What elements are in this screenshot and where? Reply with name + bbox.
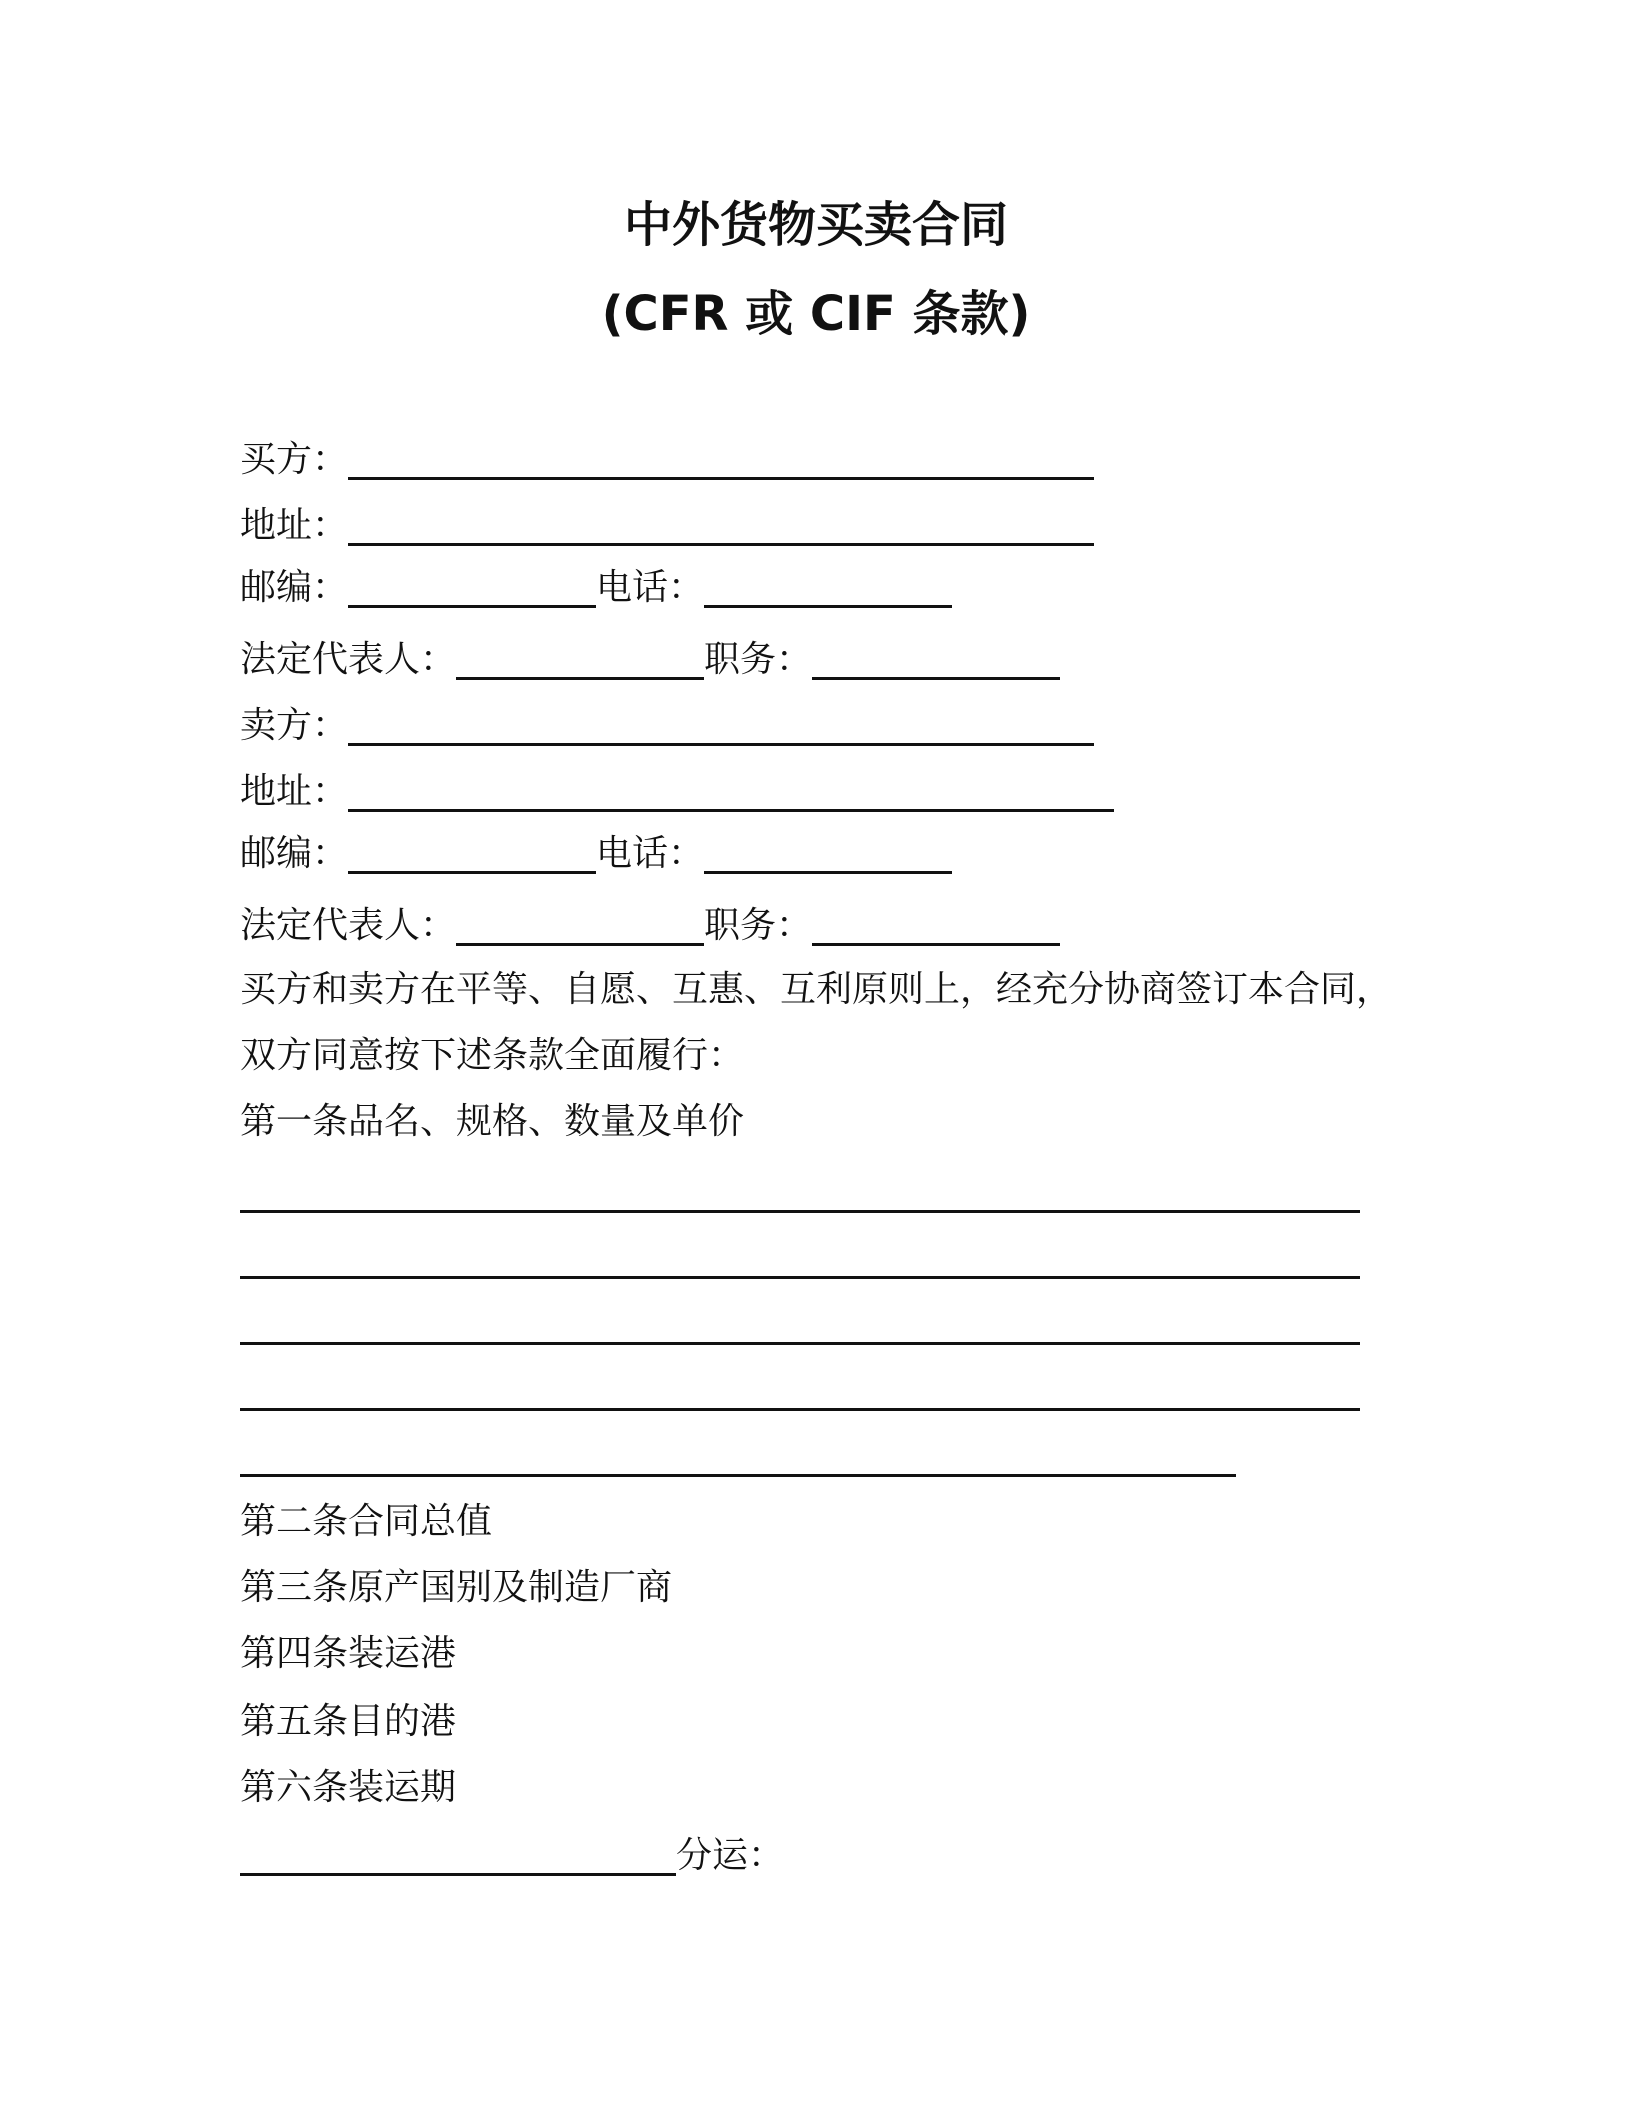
buyer-postcode-blank[interactable]: [348, 569, 596, 608]
seller-postcode-blank[interactable]: [348, 835, 596, 874]
clause-1-blank-line-1[interactable]: [240, 1210, 1360, 1213]
seller-postcode-label: 邮编：: [240, 833, 349, 874]
seller-address-label: 地址：: [240, 771, 349, 812]
preamble-line-2: 双方同意按下述条款全面履行：: [240, 1035, 745, 1076]
document-subtitle: (CFR 或 CIF 条款): [601, 286, 1031, 342]
seller-rep-row: [240, 902, 1060, 950]
seller-address-blank[interactable]: [348, 773, 1114, 812]
seller-label: 卖方：: [240, 705, 349, 746]
partial-shipment-label: 分运：: [676, 1835, 785, 1876]
seller-legal-rep-blank[interactable]: [456, 907, 704, 946]
seller-address-row: [240, 768, 1114, 816]
buyer-rep-row: [240, 636, 1060, 684]
clause-1-blank-line-5[interactable]: [240, 1474, 1236, 1477]
buyer-address-label: 地址：: [240, 505, 349, 546]
clause-5-heading: 第五条目的港: [240, 1701, 457, 1742]
buyer-address-blank[interactable]: [348, 507, 1094, 546]
buyer-position-blank[interactable]: [812, 641, 1060, 680]
buyer-postcode-label: 邮编：: [240, 567, 349, 608]
clause-3-heading: 第三条原产国别及制造厂商: [240, 1567, 673, 1608]
buyer-name-blank[interactable]: [348, 441, 1094, 480]
clause-1-heading: 第一条品名、规格、数量及单价: [240, 1101, 745, 1142]
clause-1-blank-line-4[interactable]: [240, 1408, 1360, 1411]
buyer-label: 买方：: [240, 439, 349, 480]
document-title: 中外货物买卖合同: [623, 197, 1008, 253]
seller-position-blank[interactable]: [812, 907, 1060, 946]
seller-name-row: [240, 702, 1094, 750]
clause-2-heading: 第二条合同总值: [240, 1501, 493, 1542]
buyer-address-row: [240, 502, 1094, 550]
seller-legal-rep-label: 法定代表人：: [240, 905, 457, 946]
buyer-legal-rep-label: 法定代表人：: [240, 639, 457, 680]
seller-position-label: 职务：: [704, 905, 813, 946]
preamble-line-1: 买方和卖方在平等、自愿、互惠、互利原则上，经充分协商签订本合同，: [240, 969, 1393, 1010]
clause-1-blank-line-2[interactable]: [240, 1276, 1360, 1279]
seller-name-blank[interactable]: [348, 707, 1094, 746]
buyer-legal-rep-blank[interactable]: [456, 641, 704, 680]
clause-6-heading: 第六条装运期: [240, 1767, 457, 1808]
clause-1-blank-line-3[interactable]: [240, 1342, 1360, 1345]
buyer-phone-label: 电话：: [596, 567, 705, 608]
buyer-phone-blank[interactable]: [704, 569, 952, 608]
partial-shipment-row: [240, 1832, 784, 1880]
seller-phone-label: 电话：: [596, 833, 705, 874]
seller-contact-row: [240, 830, 952, 878]
buyer-name-row: [240, 436, 1094, 484]
shipment-period-blank[interactable]: [240, 1837, 676, 1876]
seller-phone-blank[interactable]: [704, 835, 952, 874]
clause-4-heading: 第四条装运港: [240, 1633, 457, 1674]
buyer-contact-row: [240, 564, 952, 612]
buyer-position-label: 职务：: [704, 639, 813, 680]
